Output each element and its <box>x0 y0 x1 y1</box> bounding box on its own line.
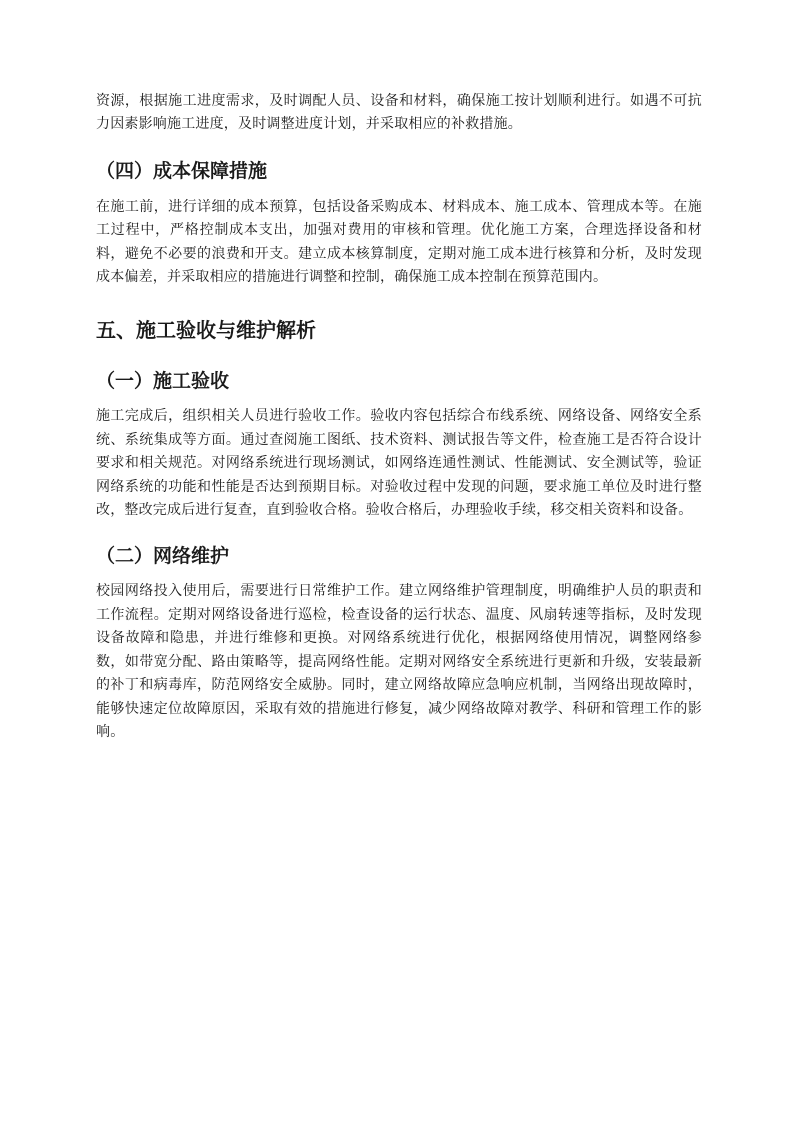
section-paragraph-cost-assurance: 在施工前，进行详细的成本预算，包括设备采购成本、材料成本、施工成本、管理成本等。在施工过程中，严格控制成本支出，加强对费用的审核和管理。优化施工方案，合理选择设备和材料，避免不必要的浪费和开支。建立成本核算制度，定期对施工成本进行核算和分析，及时发现成本偏差，并采取相应的措施进行调整和控制，确保施工成本控制在预算范围内。 <box>96 198 702 286</box>
section-heading-construction-acceptance: （一）施工验收 <box>96 370 230 393</box>
section-paragraph-network-maintenance: 校园网络投入使用后，需要进行日常维护工作。建立网络维护管理制度，明确维护人员的职责和工作流程。定期对网络设备进行巡检，检查设备的运行状态、温度、风扇转速等指标，及时发现设备故障和隐患，并进行维修和更换。对网络系统进行优化，根据网络使用情况，调整网络参数，如带宽分配、路由策略等，提高网络性能。定期对网络安全系统进行更新和升级，安装最新的补丁和病毒库，防范网络安全威胁。同时，建立网络故障应急响应机制，当网络出现故障时，能够快速定位故障原因，采取有效的措施进行修复，减少网络故障对教学、科研和管理工作的影响。 <box>96 583 702 740</box>
document-page <box>96 90 702 744</box>
intro-paragraph: 资源，根据施工进度需求，及时调配人员、设备和材料，确保施工按计划顺利进行。如遇不可抗力因素影响施工进度，及时调整进度计划，并采取相应的补救措施。 <box>96 93 702 133</box>
section-heading-cost-assurance: （四）成本保障措施 <box>96 159 268 182</box>
section-paragraph-construction-acceptance: 施工完成后，组织相关人员进行验收工作。验收内容包括综合布线系统、网络设备、网络安全系统、系统集成等方面。通过查阅施工图纸、技术资料、测试报告等文件，检查施工是否符合设计要求和相关规范。对网络系统进行现场测试，如网络连通性测试、性能测试、安全测试等，验证网络系统的功能和性能是否达到预期目标。对验收过程中发现的问题，要求施工单位及时进行整改，整改完成后进行复查，直到验收合格。验收合格后，办理验收手续，移交相关资料和设备。 <box>96 408 702 519</box>
chapter-heading-acceptance-maintenance: 五、施工验收与维护解析 <box>96 318 316 343</box>
section-heading-network-maintenance: （二）网络维护 <box>96 545 230 568</box>
